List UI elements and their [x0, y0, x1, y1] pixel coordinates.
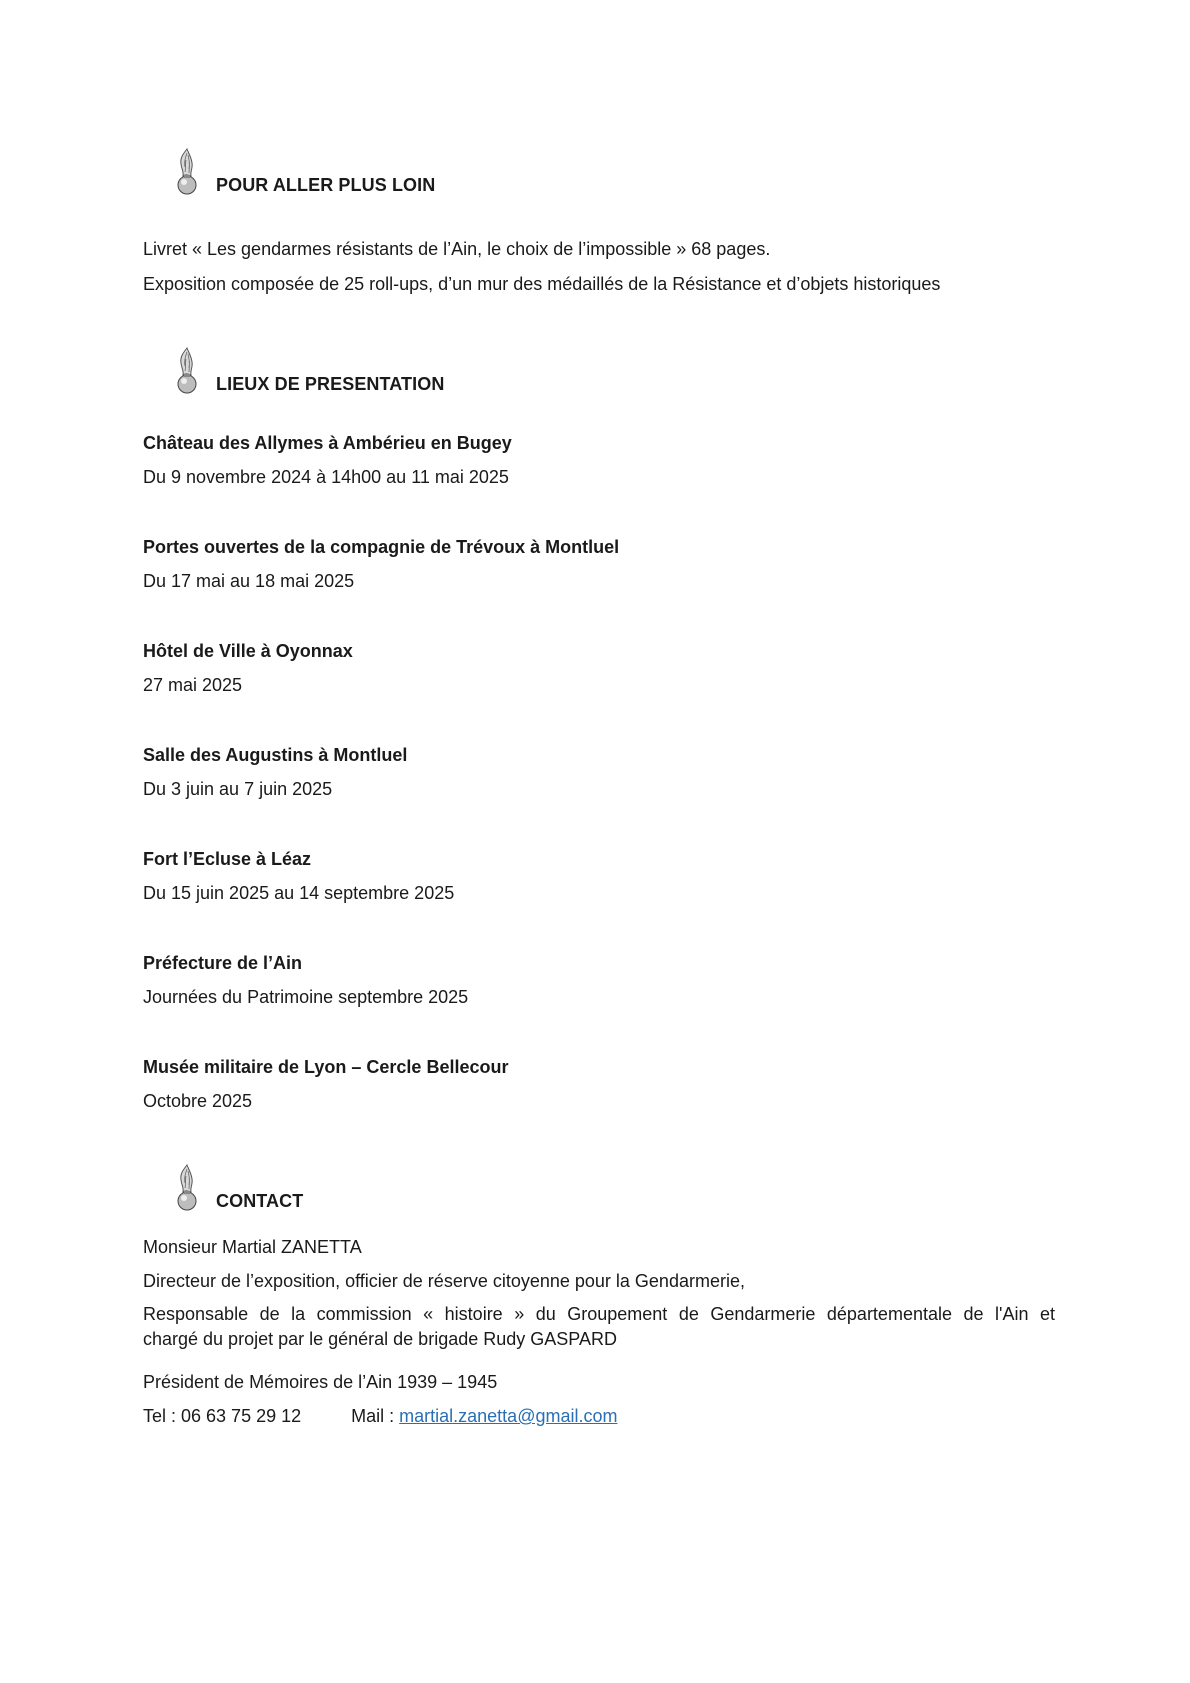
venue-name: Préfecture de l’Ain: [143, 953, 303, 973]
contact-role-history: [143, 1302, 1055, 1352]
venue-name: Fort l’Ecluse à Léaz: [143, 849, 312, 869]
venue-name: Hôtel de Ville à Oyonnax: [143, 641, 353, 661]
venue-date: 27 mai 2025: [143, 675, 243, 695]
section-title: LIEUX DE PRESENTATION: [216, 374, 445, 394]
contact-mail-link[interactable]: martial.zanetta@gmail.com: [399, 1406, 618, 1426]
section-title: CONTACT: [216, 1191, 304, 1211]
section-header-venues: [176, 339, 444, 395]
venue-name: Salle des Augustins à Montluel: [143, 745, 408, 765]
venue-date: Du 9 novembre 2024 à 14h00 au 11 mai 2025: [143, 467, 509, 487]
contact-role-president: Président de Mémoires de l’Ain 1939 – 1945: [143, 1372, 498, 1392]
venue-date: Du 15 juin 2025 au 14 septembre 2025: [143, 883, 455, 903]
more-line-exhibition: Exposition composée de 25 roll-ups, d’un mur des médaillés de la Résistance et d’objets historiques: [143, 274, 941, 294]
contact-role-history-line1: Responsable de la commission « histoire » du Groupement de Gendarmerie départementale de l'Ain et: [143, 1304, 1055, 1324]
venue-date: Du 17 mai au 18 mai 2025: [143, 571, 355, 591]
venue-date: Du 3 juin au 7 juin 2025: [143, 779, 333, 799]
venue-name: Musée militaire de Lyon – Cercle Bellecour: [143, 1057, 509, 1077]
contact-mail-label: Mail :: [351, 1406, 400, 1426]
venue-name: Château des Allymes à Ambérieu en Bugey: [143, 433, 512, 453]
contact-phone: Tel : 06 63 75 29 12: [143, 1406, 302, 1426]
venue-date: Octobre 2025: [143, 1091, 253, 1111]
contact-role-director: Directeur de l’exposition, officier de réserve citoyenne pour la Gendarmerie,: [143, 1271, 745, 1291]
section-header-contact: [176, 1156, 303, 1212]
grenade-icon: [176, 1164, 198, 1212]
more-line-booklet: Livret « Les gendarmes résistants de l’Ain, le choix de l’impossible » 68 pages.: [143, 239, 771, 259]
venue-name: Portes ouvertes de la compagnie de Trévoux à Montluel: [143, 537, 620, 557]
section-title: POUR ALLER PLUS LOIN: [216, 175, 436, 195]
contact-phone-mail-row: [143, 1405, 618, 1427]
grenade-icon: [176, 148, 198, 196]
contact-role-history-line2: chargé du projet par le général de brigade Rudy GASPARD: [143, 1329, 617, 1349]
venue-date: Journées du Patrimoine septembre 2025: [143, 987, 469, 1007]
grenade-icon: [176, 347, 198, 395]
contact-name: Monsieur Martial ZANETTA: [143, 1237, 362, 1257]
section-header-more: [176, 140, 435, 196]
